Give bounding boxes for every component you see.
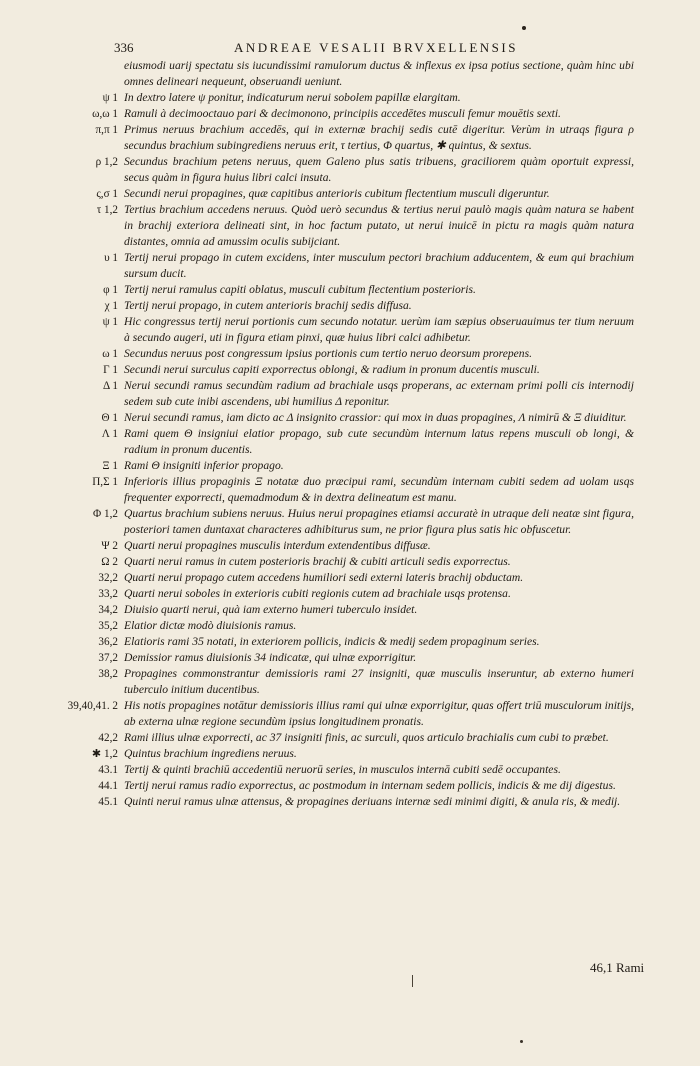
entry-text: Tertij nerui propago, in cutem anterioris brachij sedis diffusa. <box>124 299 412 312</box>
entry-reference: ρ 1,2 <box>95 156 118 168</box>
entry-reference: 37,2 <box>98 652 118 664</box>
catchword: 46,1 Rami <box>590 960 645 975</box>
margin-mark <box>412 975 413 987</box>
page-header <box>114 40 654 56</box>
entry-reference: Ω 2 <box>101 556 118 568</box>
legend-entry <box>0 202 700 250</box>
legend-entry <box>0 618 700 634</box>
legend-entry <box>0 538 700 554</box>
entry-text: Secundus brachium petens neruus, quem Galeno plus satis tribuens, graciliorem quàm oportuit expressi, secus quàm in figura huius libri calci insuta. <box>124 155 634 184</box>
legend-entry <box>0 794 700 810</box>
entry-reference: ς,σ 1 <box>96 188 118 200</box>
entry-text: Quarti nerui soboles in exterioris cubiti regionis cutem ad brachiale usqs protensa. <box>124 587 511 600</box>
entry-reference: π,π 1 <box>95 124 118 136</box>
entry-text: Secundi nerui propagines, quæ capitibus anterioris cubitum flectentium musculi digeruntur. <box>124 187 550 200</box>
entry-text: In dextro latere ψ ponitur, indicaturum nerui sobolem papillæ elargitam. <box>124 91 461 104</box>
entry-text: Propagines commonstrantur demissioris rami 27 insigniti, quæ musculis inseruntur, ab externo humeri tuberculo initium ducentibus. <box>124 667 634 696</box>
entry-text: Tertij nerui propago in cutem excidens, inter musculum pectori brachium adducentem, & eum qui brachium sursum ducit. <box>124 251 634 280</box>
entry-reference: 35,2 <box>98 620 118 632</box>
entry-text: Rami quem Θ insigniui elatior propago, sub cute secundùm internum latus repens musculi ob longi, & radium in pronum ducentis. <box>124 427 634 456</box>
entry-reference: τ 1,2 <box>96 204 118 216</box>
entry-text: His notis propagines notātur demissioris illius rami qui ulnæ exporrigitur, quas offert triū musculorum initijs, ab externa ulnæ regione secundùm ipsius longitudinem pronatis. <box>124 699 634 728</box>
entry-reference: Φ 1,2 <box>93 508 118 520</box>
entry-text: Tertij nerui ramulus capiti oblatus, musculi cubitum flectentium posterioris. <box>124 283 476 296</box>
legend-entry <box>0 602 700 618</box>
entry-text: Secundi nerui surculus capiti exporrectus oblongi, & radium in pronum ducentis musculi. <box>124 363 540 376</box>
legend-entry <box>0 298 700 314</box>
entry-reference: 39,40,41. 2 <box>67 700 118 712</box>
entry-reference: Θ 1 <box>101 412 118 424</box>
legend-entry <box>0 186 700 202</box>
entry-reference: 42,2 <box>98 732 118 744</box>
entry-reference: ω,ω 1 <box>92 108 118 120</box>
legend-entry <box>0 634 700 650</box>
entry-reference: 34,2 <box>98 604 118 616</box>
entry-reference: ψ 1 <box>102 92 118 104</box>
entry-reference: 38,2 <box>98 668 118 680</box>
entry-text: Quarti nerui ramus in cutem posterioris brachij & cubiti articuli sedis exporrectus. <box>124 555 511 568</box>
legend-entry <box>0 554 700 570</box>
legend-entry <box>0 122 700 154</box>
page-number: 336 <box>114 40 134 55</box>
legend-entry <box>0 698 700 730</box>
legend-entry <box>0 410 700 426</box>
entry-reference: 33,2 <box>98 588 118 600</box>
legend-entry <box>0 458 700 474</box>
entry-text: Ramuli à decimooctauo pari & decimonono, principiis accedētes musculi femur mouētis sexti. <box>124 107 561 120</box>
entry-reference: ✱ 1,2 <box>91 748 118 760</box>
entry-text: Nerui secundi ramus secundùm radium ad brachiale usqs properans, ac externam primi polli cis internodij sedem sub cute inibi ascendens, ubi humilius Δ reponitur. <box>124 379 634 408</box>
entry-text: eiusmodi uarij spectatu sis iucundissimi ramulorum ductus & inflexus ex ipsa potius sectione, quàm hinc ubi omnes delineari nequeunt, obseruandi ueniunt. <box>124 59 634 88</box>
legend-entry <box>0 282 700 298</box>
entry-text: Tertius brachium accedens neruus. Quòd uerò secundus & tertius nerui paulò magis quàm natura se habent in brachij exteriora delineati sint, in hoc factum putato, ut nerui inuicē in pictu ra magis quàm natura distantes, omnia ad amussim oculis subijciant. <box>124 203 634 248</box>
entry-text: Primus neruus brachium accedēs, qui in externæ brachij sedis cutē digeritur. Verùm in utraqs figura ρ secundus brachium subingrediens neruus erit, τ tertius, Φ quartus, ✱ quintus, & sextus. <box>124 123 634 152</box>
entry-reference: Ξ 1 <box>102 460 118 472</box>
legend-entry <box>0 154 700 186</box>
ink-dot <box>522 26 526 30</box>
entry-text: Nerui secundi ramus, iam dicto ac Δ insignito crassior: qui mox in duas propagines, Λ nimirū & Ξ diuiditur. <box>124 411 627 424</box>
legend-entry <box>0 586 700 602</box>
legend-entry <box>0 570 700 586</box>
legend-entry <box>0 106 700 122</box>
legend-entry <box>0 314 700 346</box>
entry-reference: Λ 1 <box>101 428 118 440</box>
entry-reference: Γ 1 <box>103 364 118 376</box>
legend-entry <box>0 426 700 458</box>
entry-text: Elatior dictæ modò diuisionis ramus. <box>124 619 297 632</box>
entry-reference: φ 1 <box>103 284 118 296</box>
entry-text: Quinti nerui ramus ulnæ attensus, & propagines deriuans internæ sedi minimi digiti, & anula ris, & medij. <box>124 795 621 808</box>
legend-entry <box>0 474 700 506</box>
entry-text: Quartus brachium subiens neruus. Huius nerui propagines etiamsi accuratè in utraque deli neatæ sint figura, posteriori tamen duntaxat characteres adhibiturus sum, ne prior figura plus satis hic obfuscetur. <box>124 507 634 536</box>
entry-text: Quintus brachium ingrediens neruus. <box>124 747 297 760</box>
entry-reference: 36,2 <box>98 636 118 648</box>
entry-reference: Ψ 2 <box>101 540 118 552</box>
legend-entry <box>0 650 700 666</box>
legend-entry <box>0 250 700 282</box>
legend-entry <box>0 346 700 362</box>
entry-reference: 44.1 <box>98 780 118 792</box>
running-head: ANDREAE VESALII BRVXELLENSIS <box>234 40 518 55</box>
entry-reference: 32,2 <box>98 572 118 584</box>
entry-text: Rami Θ insigniti inferior propago. <box>124 459 284 472</box>
legend-entry <box>0 730 700 746</box>
legend-entry <box>0 666 700 698</box>
ink-dot <box>520 1040 523 1043</box>
legend-entry <box>0 746 700 762</box>
legend-entry <box>0 362 700 378</box>
entry-reference: 45.1 <box>98 796 118 808</box>
entry-text: Hic congressus tertij nerui portionis cum secundo notatur. uerùm iam sæpius obseruauimus ter tium neruum à secundo augeri, uti in figura etiam pinxi, quæ huius libri calci adhibetur. <box>124 315 634 344</box>
entry-reference: υ 1 <box>104 252 118 264</box>
legend-entry <box>0 762 700 778</box>
entry-reference: Π,Σ 1 <box>92 476 118 488</box>
entry-text: Inferioris illius propaginis Ξ notatæ duo præcipui rami, secundùm internam cubiti sedem ad uolam usqs frequenter exporrecti, quemadmodum & in dextra delineatum est manu. <box>124 475 634 504</box>
entry-text: Tertij nerui ramus radio exporrectus, ac postmodum in internam sedem pollicis, indicis & me dij digestus. <box>124 779 616 792</box>
entry-text: Quarti nerui propagines musculis interdum extendentibus diffusæ. <box>124 539 431 552</box>
entry-text: Elatioris rami 35 notati, in exteriorem pollicis, indicis & medij sedem propaginum series. <box>124 635 540 648</box>
entry-reference: 43.1 <box>98 764 118 776</box>
entry-reference: Δ 1 <box>103 380 118 392</box>
entry-text: Secundus neruus post congressum ipsius portionis cum tertio neruo deorsum prorepens. <box>124 347 533 360</box>
entry-reference: ψ 1 <box>102 316 118 328</box>
entry-text: Rami illius ulnæ exporrecti, ac 37 insigniti finis, ac surculi, quos articulo brachialis cum cubi to præbet. <box>124 731 609 744</box>
entry-text: Tertij & quinti brachiū accedentiū neruorū series, in musculos internā cubiti sedē occupantes. <box>124 763 561 776</box>
legend-text <box>0 58 700 810</box>
legend-entry <box>0 58 700 90</box>
legend-entry <box>0 506 700 538</box>
legend-entry <box>0 378 700 410</box>
entry-reference: χ 1 <box>104 300 118 312</box>
legend-entry <box>0 90 700 106</box>
entry-text: Quarti nerui propago cutem accedens humiliori sedi externi lateris brachij obductam. <box>124 571 524 584</box>
entry-text: Diuisio quarti nerui, quà iam externo humeri tuberculo insidet. <box>124 603 418 616</box>
entry-reference: ω 1 <box>102 348 118 360</box>
entry-text: Demissior ramus diuisionis 34 indicatæ, qui ulnæ exporrigitur. <box>124 651 417 664</box>
legend-entry <box>0 778 700 794</box>
